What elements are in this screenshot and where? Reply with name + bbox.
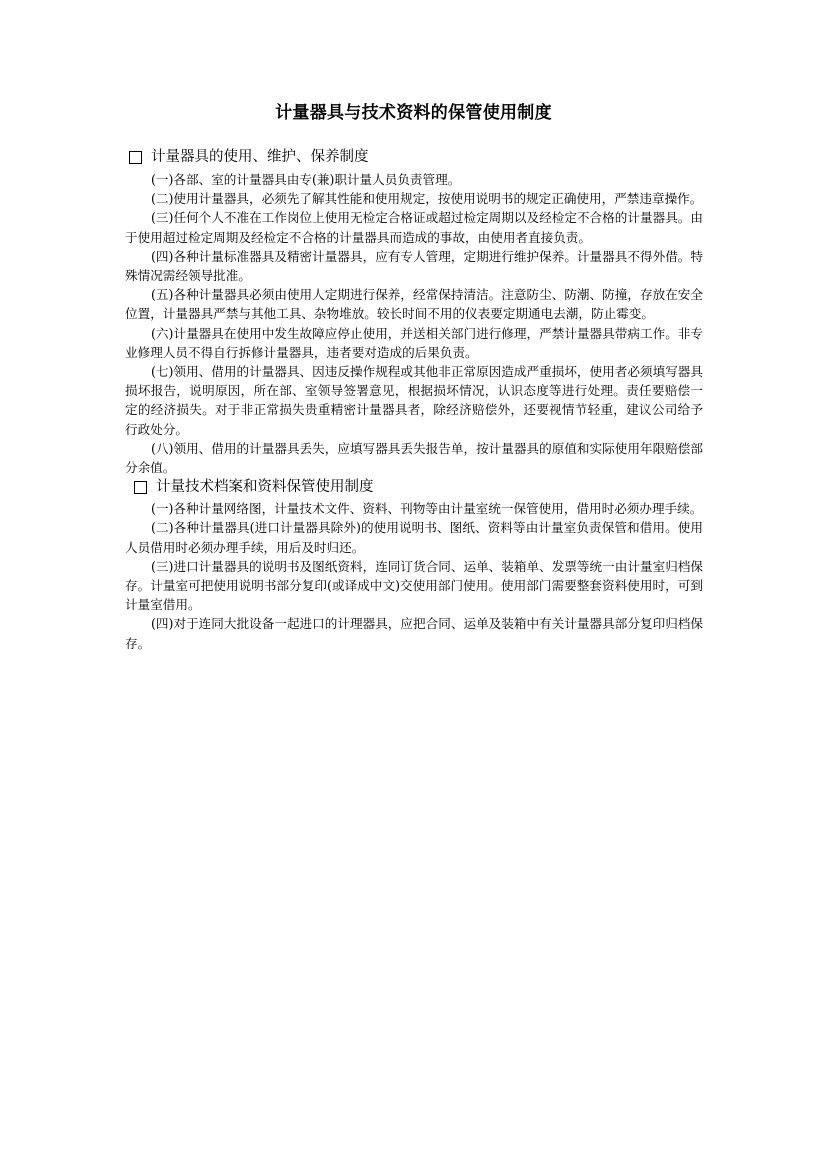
paragraph-item: (一)各种计量网络图，计量技术文件、资料、刊物等由计量室统一保管使用，借用时必须办理手续。 bbox=[151, 501, 703, 517]
paragraph-item: (三)进口计量器具的说明书及图纸资料，连同订货合同、运单、装箱单、发票等统一由计量室归档保存。计量室可把使用说明书部分复印(或译成中文)交使用部门使用。使用部门需要整套资料使用时，可到计量室借用。 bbox=[125, 558, 703, 613]
paragraph-item: (六)计量器具在使用中发生故障应停止使用，并送相关部门进行修理，严禁计量器具带病工作。非专业修理人员不得自行拆修计量器具，违者要对造成的后果负责。 bbox=[125, 325, 703, 360]
page-title: 计量器具与技术资料的保管使用制度 bbox=[275, 103, 552, 123]
paragraph-item: (七)领用、借用的计量器具、因违反操作规程或其他非正常原因造成严重损坏，使用者必须填写器具损坏报告，说明原因，所在部、室领导签署意见，根据损坏情况，认识态度等进行处理。责任要赔偿一定的经济损失。对于非正常损失贵重精密计量器具者，除经济赔偿外，还要视情节轻重，建议公司给予行政处分。 bbox=[125, 364, 703, 437]
paragraph-item: (二)各种计量器具(进口计量器具除外)的使用说明书、图纸、资料等由计量室负责保管和借用。使用人员借用时必须办理手续，用后及时归还。 bbox=[125, 520, 703, 555]
paragraph-item: (四)各种计量标准器具及精密计量器具，应有专人管理，定期进行维护保养。计量器具不得外借。特殊情况需经领导批准。 bbox=[125, 248, 703, 284]
section-heading-text: 计量器具的使用、维护、保养制度 bbox=[151, 149, 369, 165]
document-body bbox=[125, 146, 703, 653]
section-heading-usage-maintenance bbox=[125, 146, 703, 168]
paragraph-item: (五)各种计量器具必须由使用人定期进行保养，经常保持清洁。注意防尘、防潮、防撞，存放在安全位置，计量器具严禁与其他工具、杂物堆放。较长时间不用的仪表要定期通电去潮，防止霉变。 bbox=[125, 287, 703, 322]
checkbox-icon bbox=[134, 481, 147, 494]
paragraph-item: (三)任何个人不准在工作岗位上使用无检定合格证或超过检定周期以及经检定不合格的计量器具。由于使用超过检定周期及经检定不合格的计量器具而造成的事故，由使用者直接负责。 bbox=[125, 210, 703, 245]
paragraph-item: (一)各部、室的计量器具由专(兼)职计量人员负责管理。 bbox=[151, 172, 461, 187]
checkbox-icon bbox=[129, 151, 142, 164]
paragraph-item: (八)领用、借用的计量器具丢失，应填写器具丢失报告单，按计量器具的原值和实际使用年限赔偿部分余值。 bbox=[125, 440, 703, 476]
paragraph-item: (二)使用计量器具，必须先了解其性能和使用规定，按使用说明书的规定正确使用，严禁违章操作。 bbox=[151, 191, 703, 207]
section-heading-archives bbox=[125, 476, 703, 498]
paragraph-item: (四)对于连同大批设备一起进口的计理器具，应把合同、运单及装箱中有关计量器具部分复印归档保存。 bbox=[125, 616, 703, 651]
section-heading-text: 计量技术档案和资料保管使用制度 bbox=[156, 479, 374, 496]
